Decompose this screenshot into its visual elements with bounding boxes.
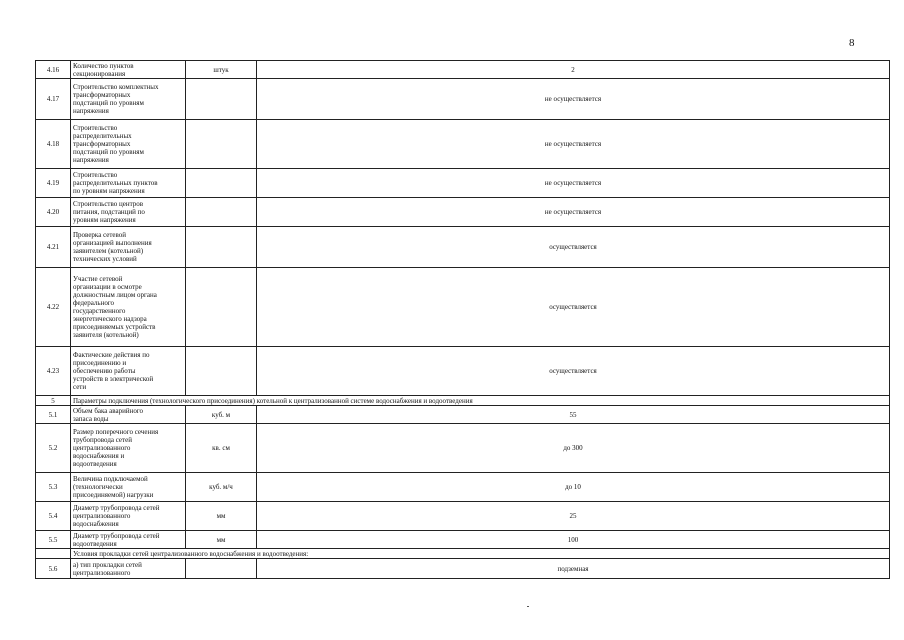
parameter-unit [186,120,257,169]
parameter-value: 2 [257,61,890,79]
parameter-unit [186,79,257,120]
parameter-unit [186,559,257,579]
parameter-value: до 10 [257,473,890,502]
table-row [36,227,890,268]
parameter-value: 55 [257,406,890,424]
parameter-unit: мм [186,531,257,549]
row-number: 5.2 [36,424,71,473]
parameter-name: Проверка сетевой организацией выполнения заявителем (котельной) технических условий [71,227,186,268]
row-number: 4.16 [36,61,71,79]
parameter-name: Фактические действия по присоединению и обеспечению работы устройств в электрической сети [71,347,186,396]
parameter-value: не осуществляется [257,169,890,198]
row-number: 4.21 [36,227,71,268]
parameter-unit [186,169,257,198]
row-number: 4.17 [36,79,71,120]
parameter-unit: штук [186,61,257,79]
row-number: 5 [36,396,71,406]
row-number: 4.22 [36,268,71,347]
parameter-value: не осуществляется [257,120,890,169]
parameter-value: до 300 [257,424,890,473]
table-row [36,347,890,396]
table-row [36,268,890,347]
parameter-name: Строительство комплектных трансформаторных подстанций по уровням напряжения [71,79,186,120]
parameter-unit [186,347,257,396]
row-number: 4.18 [36,120,71,169]
parameter-unit [186,198,257,227]
parameter-value: не осуществляется [257,79,890,120]
parameter-name: Диаметр трубопровода сетей централизованного водоснабжения [71,502,186,531]
table-row [36,473,890,502]
parameter-name: Количество пунктов секционирования [71,61,186,79]
row-number: 5.1 [36,406,71,424]
parameter-name: Участие сетевой организации в осмотре должностным лицом органа федерального государственного энергетического надзора присоединяемых устройств заявителя (котельной) [71,268,186,347]
parameter-value: не осуществляется [257,198,890,227]
row-number: 4.20 [36,198,71,227]
page-number: 8 [849,37,855,49]
subheading-title: Условия прокладки сетей централизованного водоснабжения и водоотведения: [71,549,890,559]
parameter-value: осуществляется [257,347,890,396]
table-row [36,79,890,120]
subheading-row [36,549,890,559]
parameter-name: а) тип прокладки сетей централизованного [71,559,186,579]
table-row [36,424,890,473]
parameter-value: осуществляется [257,227,890,268]
table-row [36,120,890,169]
row-number: 4.19 [36,169,71,198]
section-title: Параметры подключения (технологического присоединения) котельной к централизованной системе водоснабжения и водоотведения [71,396,890,406]
parameter-name: Объем бака аварийного запаса воды [71,406,186,424]
parameter-value: осуществляется [257,268,890,347]
table-row [36,198,890,227]
parameter-unit: куб. м [186,406,257,424]
parameter-unit [186,268,257,347]
row-number: 5.4 [36,502,71,531]
table-row [36,502,890,531]
row-number [36,549,71,559]
table-row [36,61,890,79]
table-row [36,406,890,424]
parameter-name: Размер поперечного сечения трубопровода сетей централизованного водоснабжения и водоотведения [71,424,186,473]
parameter-unit [186,227,257,268]
parameter-value: 25 [257,502,890,531]
parameter-value: 100 [257,531,890,549]
parameter-value: подземная [257,559,890,579]
parameter-name: Величина подключаемой (технологически присоединяемой) нагрузки [71,473,186,502]
table-row [36,531,890,549]
table-row [36,559,890,579]
row-number: 5.3 [36,473,71,502]
parameter-name: Строительство распределительных трансформаторных подстанций по уровням напряжения [71,120,186,169]
parameter-unit: кв. см [186,424,257,473]
table-row [36,169,890,198]
parameter-unit: мм [186,502,257,531]
section-row [36,396,890,406]
parameter-name: Строительство распределительных пунктов по уровням напряжения [71,169,186,198]
parameters-table-body [36,61,890,579]
parameters-table [35,60,890,579]
parameter-unit: куб. м/ч [186,473,257,502]
row-number: 5.5 [36,531,71,549]
parameter-name: Строительство центров питания, подстанций по уровням напряжения [71,198,186,227]
scan-artifact [527,606,529,607]
row-number: 5.6 [36,559,71,579]
parameter-name: Диаметр трубопровода сетей водоотведения [71,531,186,549]
row-number: 4.23 [36,347,71,396]
